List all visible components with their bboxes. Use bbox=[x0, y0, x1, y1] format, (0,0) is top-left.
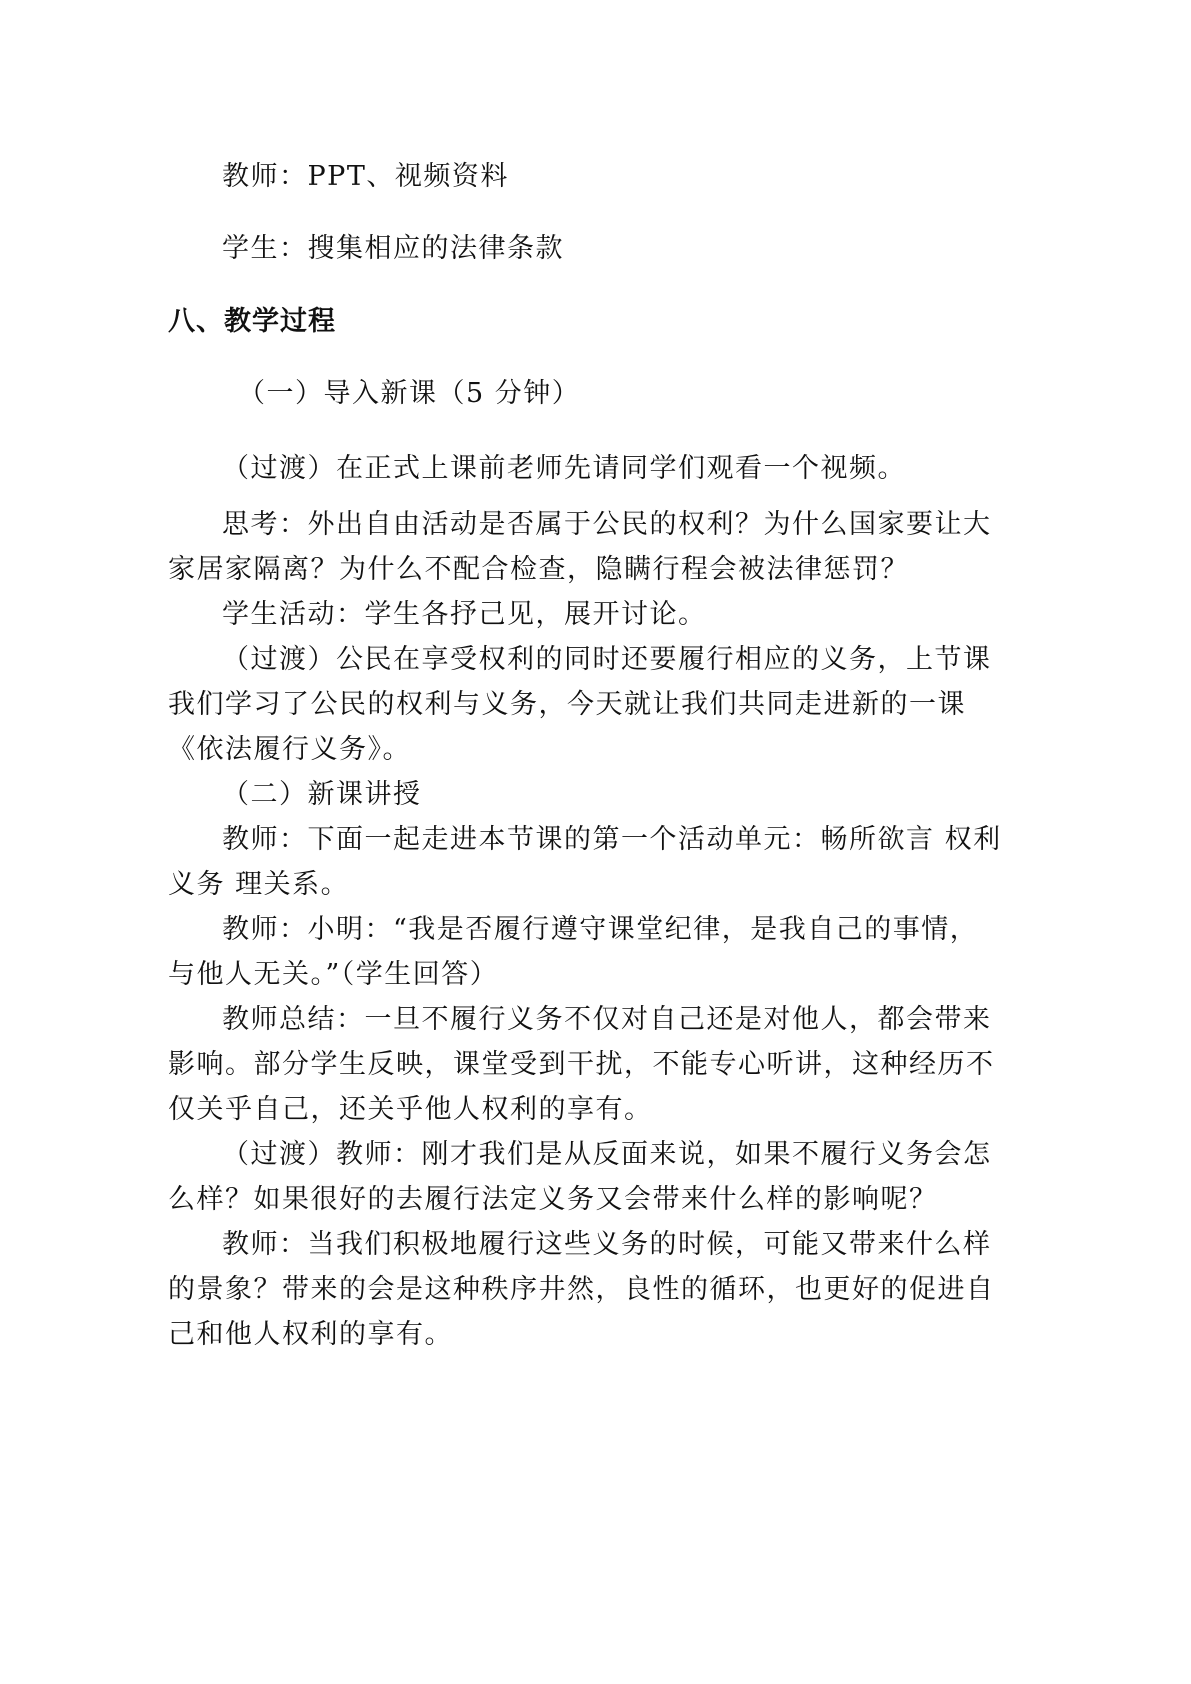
p4-line-2: 么样？如果很好的去履行法定义务又会带来什么样的影响呢？ bbox=[168, 1184, 938, 1215]
part1-transition: （过渡）在正式上课前老师先请同学们观看一个视频。 bbox=[222, 453, 906, 484]
p2-line-2: 与他人无关。”（学生回答） bbox=[168, 959, 499, 990]
part1-title: （一）导入新课（5 分钟） bbox=[238, 378, 581, 409]
p1-line-2: 义务 理关系。 bbox=[168, 869, 350, 900]
p3-line-2: 影响。部分学生反映，课堂受到干扰，不能专心听讲，这种经历不 bbox=[168, 1049, 995, 1080]
transition2-line-1: （过渡）公民在享受权利的同时还要履行相应的义务，上节课 bbox=[222, 644, 992, 675]
p5-line-3: 己和他人权利的享有。 bbox=[168, 1319, 453, 1350]
teacher-materials: 教师：PPT、视频资料 bbox=[222, 161, 509, 192]
part2-title: （二）新课讲授 bbox=[222, 779, 422, 810]
think-line-1: 思考：外出自由活动是否属于公民的权利？为什么国家要让大 bbox=[222, 509, 992, 540]
student-materials: 学生：搜集相应的法律条款 bbox=[222, 233, 564, 264]
p2-line-1: 教师：小明：“我是否履行遵守课堂纪律，是我自己的事情， bbox=[222, 914, 979, 945]
p1-line-1: 教师：下面一起走进本节课的第一个活动单元：畅所欲言 权利 bbox=[222, 824, 1002, 855]
p3-line-3: 仅关乎自己，还关乎他人权利的享有。 bbox=[168, 1094, 653, 1125]
section-heading: 八、教学过程 bbox=[168, 306, 336, 337]
p4-line-1: （过渡）教师：刚才我们是从反面来说，如果不履行义务会怎 bbox=[222, 1139, 992, 1170]
think-line-2: 家居家隔离？为什么不配合检查，隐瞒行程会被法律惩罚？ bbox=[168, 554, 909, 585]
p5-line-1: 教师：当我们积极地履行这些义务的时候，可能又带来什么样 bbox=[222, 1229, 992, 1260]
transition2-line-3: 《依法履行义务》。 bbox=[168, 734, 411, 765]
p5-line-2: 的景象？带来的会是这种秩序井然，良性的循环，也更好的促进自 bbox=[168, 1274, 995, 1305]
p3-line-1: 教师总结：一旦不履行义务不仅对自己还是对他人，都会带来 bbox=[222, 1004, 992, 1035]
transition2-line-2: 我们学习了公民的权利与义务，今天就让我们共同走进新的一课 bbox=[168, 689, 966, 720]
student-activity: 学生活动：学生各抒己见，展开讨论。 bbox=[222, 599, 707, 630]
